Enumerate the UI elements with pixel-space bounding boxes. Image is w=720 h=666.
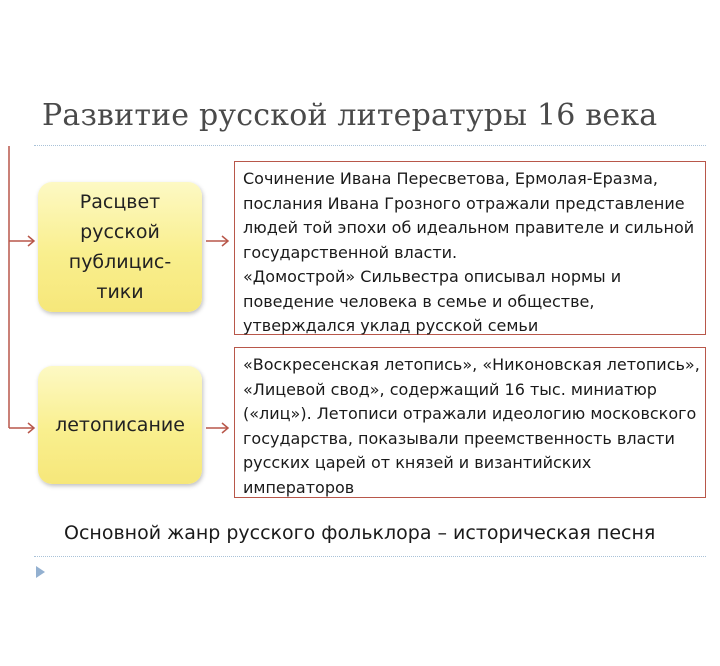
topic-label-line: публицис-	[68, 251, 172, 273]
description-line: императоров	[243, 477, 355, 497]
description-line: утверждался уклад русской семьи	[243, 316, 539, 335]
description-line: («лиц»). Летописи отражали идеологию московского	[243, 404, 697, 423]
description-line: «Лицевой свод», содержащий 16 тыс. миниатюр	[243, 379, 657, 399]
description-box-chronicles	[234, 347, 706, 498]
slide-marker-icon	[36, 566, 45, 578]
topic-label-line: летописание	[55, 414, 185, 436]
description-box-publicism	[234, 161, 706, 335]
description-line: государственной власти.	[243, 242, 458, 262]
description-line: послания Ивана Грозного отражали представление	[243, 193, 685, 213]
description-line: «Домострой» Сильвестра описывал нормы и	[243, 267, 622, 286]
description-line: поведение человека в семье и обществе,	[243, 291, 595, 311]
topic-label	[55, 410, 185, 440]
topic-label-line: тики	[96, 281, 144, 303]
bottom-divider	[34, 556, 706, 557]
topic-label-line: Расцвет	[79, 191, 161, 213]
topic-label-line: русской	[80, 221, 160, 243]
description-line: Сочинение Ивана Пересветова, Ермолая-Еразма,	[243, 169, 659, 188]
description-line: русских царей от князей и византийских	[243, 453, 592, 472]
footer-note: Основной жанр русского фольклора – историческая песня	[64, 522, 656, 544]
topic-box-chronicles	[38, 366, 202, 484]
description-line: людей той эпохи об идеальном правителе и сильной	[243, 218, 695, 237]
topic-box-publicism	[38, 182, 202, 312]
description-line: «Воскресенская летопись», «Никоновская летопись»,	[243, 355, 700, 374]
topic-label	[69, 187, 171, 307]
slide-title: Развитие русской литературы 16 века	[42, 98, 658, 133]
description-line: государства, показывали преемственность власти	[243, 428, 675, 448]
